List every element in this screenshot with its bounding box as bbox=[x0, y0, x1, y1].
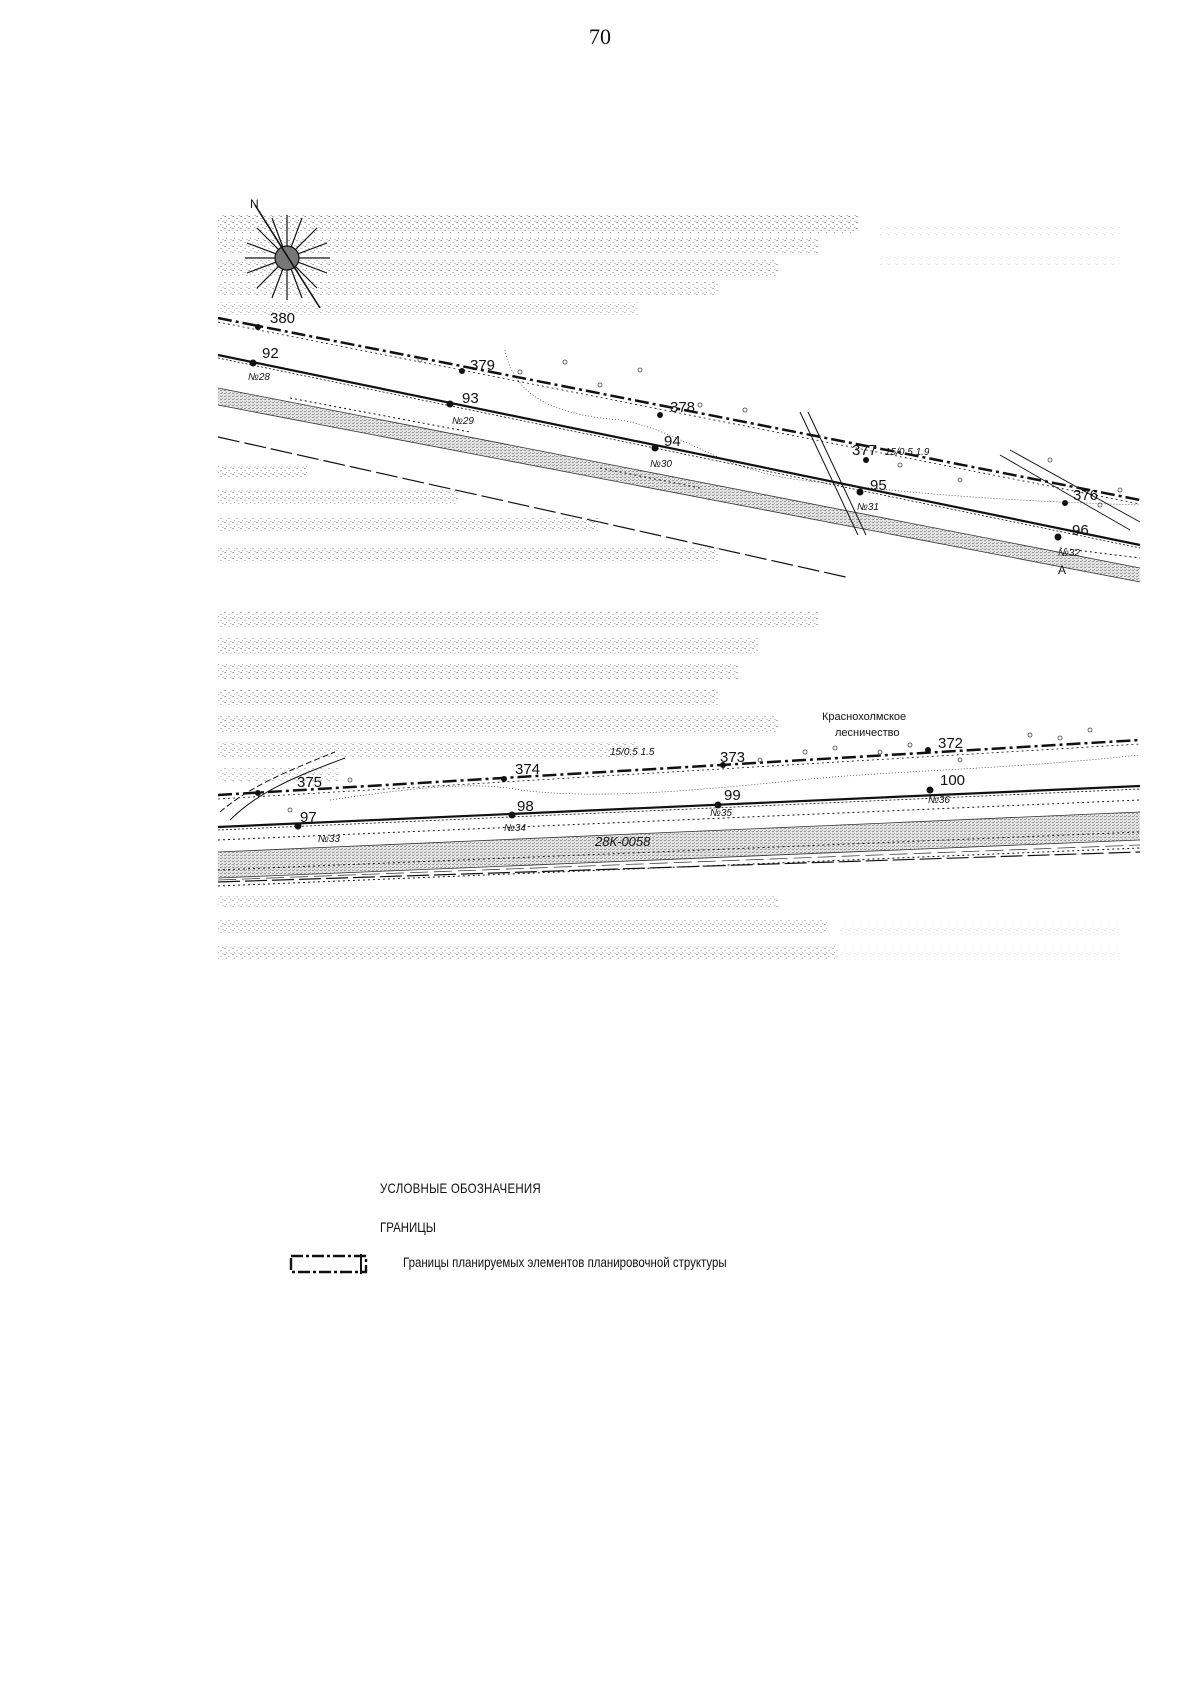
point-label-376: 376 bbox=[1073, 487, 1099, 504]
pole-number-31: №31 bbox=[857, 502, 879, 513]
picket-label-97: 97 bbox=[300, 809, 317, 826]
pole-number-30: №30 bbox=[650, 459, 672, 470]
point-label-372: 372 bbox=[938, 735, 964, 752]
pole-number-36: №36 bbox=[928, 795, 950, 806]
forestry-label-line2: лесничество bbox=[835, 727, 900, 739]
point-label-377: 377 bbox=[852, 442, 878, 459]
point-label-374: 374 bbox=[515, 761, 541, 778]
point-label-379: 379 bbox=[470, 357, 496, 374]
point-label-380: 380 bbox=[270, 310, 296, 327]
point-label-373: 373 bbox=[720, 749, 746, 766]
svg-text:N: N bbox=[250, 197, 259, 211]
pole-number-35: №35 bbox=[710, 808, 732, 819]
boundary-dashdot-icon bbox=[288, 1250, 370, 1276]
page-number: 70 bbox=[589, 24, 611, 49]
point-label-378: 378 bbox=[670, 399, 696, 416]
picket-label-96: 96 bbox=[1072, 522, 1089, 539]
corner-letter: А bbox=[1058, 563, 1067, 577]
tree-symbol-upper: 15/0.5 1.9 bbox=[885, 447, 930, 458]
picket-label-98: 98 bbox=[517, 798, 534, 815]
legend-item bbox=[288, 1250, 888, 1276]
picket-label-93: 93 bbox=[462, 390, 479, 407]
legend-title: УСЛОВНЫЕ ОБОЗНАЧЕНИЯ bbox=[380, 1180, 541, 1196]
pole-number-32: №32 bbox=[1058, 548, 1080, 559]
point-label-375: 375 bbox=[297, 774, 323, 791]
pole-number-28: №28 bbox=[248, 372, 270, 383]
pole-number-29: №29 bbox=[452, 416, 474, 427]
legend-item-label: Границы планируемых элементов планировочной структуры bbox=[403, 1254, 727, 1270]
picket-label-99: 99 bbox=[724, 787, 741, 804]
picket-label-92: 92 bbox=[262, 345, 279, 362]
legend-subtitle: ГРАНИЦЫ bbox=[380, 1219, 436, 1235]
pole-number-34: №34 bbox=[504, 823, 526, 834]
picket-label-94: 94 bbox=[664, 433, 681, 450]
lower-map-fragment bbox=[218, 612, 1140, 960]
picket-label-95: 95 bbox=[870, 477, 887, 494]
upper-map-fragment bbox=[218, 197, 1140, 582]
picket-label-100: 100 bbox=[940, 772, 966, 789]
forestry-label-line1: Краснохолмское bbox=[822, 711, 907, 723]
road-code-label: 28К-0058 bbox=[595, 834, 651, 849]
pole-number-33: №33 bbox=[318, 834, 340, 845]
tree-symbol-lower: 15/0.5 1.5 bbox=[610, 747, 655, 758]
